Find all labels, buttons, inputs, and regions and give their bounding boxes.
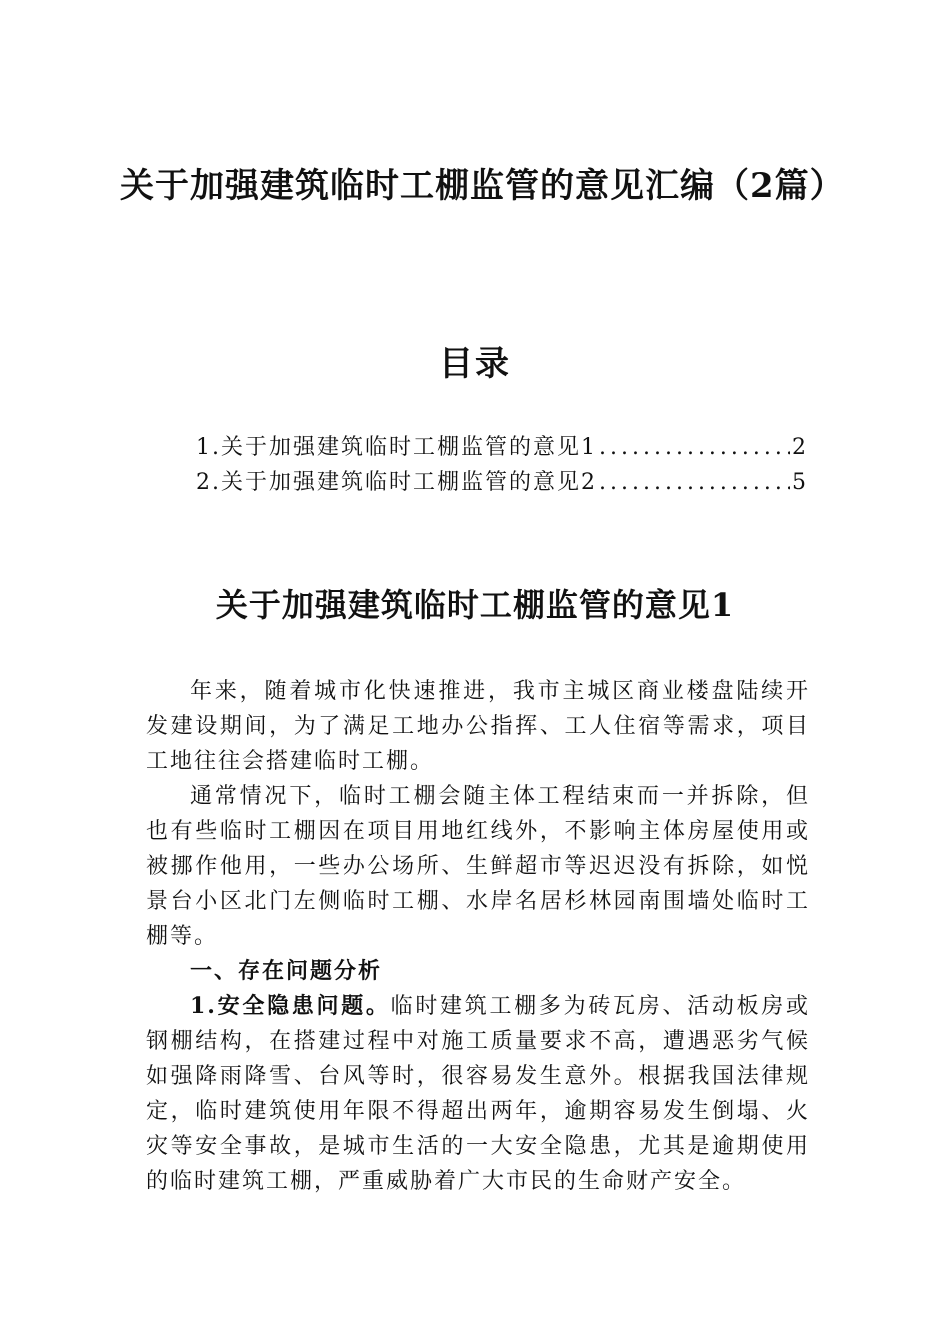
point-1-lead: 1.安全隐患问题。: [190, 993, 391, 1019]
toc-leader-dots: [599, 430, 790, 465]
document-title: 关于加强建筑临时工棚监管的意见汇编（2篇）: [120, 166, 845, 206]
table-of-contents: [196, 430, 806, 500]
subheading-problem-analysis: 一、存在问题分析: [190, 958, 383, 984]
body-paragraph-2: 通常情况下，临时工棚会随主体工程结束而一并拆除，但也有些临时工棚因在项目用地红线外，不影响主体房屋使用或被挪作他用，一些办公场所、生鲜超市等迟迟没有拆除，如悦景台小区北门左侧临时工棚、水岸名居杉林园南围墙处临时工棚等。: [146, 784, 810, 949]
point-1-text: 临时建筑工棚多为砖瓦房、活动板房或钢棚结构，在搭建过程中对施工质量要求不高，遭遇恶劣气候如强降雨降雪、台风等时，很容易发生意外。根据我国法律规定，临时建筑使用年限不得超出两年，逾期容易发生倒塌、火灾等安全事故，是城市生活的一大安全隐患，尤其是逾期使用的临时建筑工棚，严重威胁着广大市民的生命财产安全。: [146, 994, 810, 1194]
section-title: 关于加强建筑临时工棚监管的意见1: [215, 586, 735, 624]
toc-entry-2[interactable]: [196, 465, 806, 500]
body-paragraph-point-1: [146, 989, 810, 1199]
section-body: [146, 674, 810, 1199]
toc-entry-1[interactable]: [196, 430, 806, 465]
toc-leader-dots: [599, 465, 790, 500]
body-paragraph-1: 年来，随着城市化快速推进，我市主城区商业楼盘陆续开发建设期间，为了满足工地办公指挥、工人住宿等需求，项目工地往往会搭建临时工棚。: [146, 679, 810, 774]
toc-entry-title: 2.关于加强建筑临时工棚监管的意见2: [196, 470, 597, 495]
toc-entry-title: 1.关于加强建筑临时工棚监管的意见1: [196, 435, 597, 460]
toc-entry-page: 5: [792, 470, 806, 495]
toc-entry-page: 2: [792, 435, 806, 460]
toc-heading: 目录: [439, 344, 511, 384]
